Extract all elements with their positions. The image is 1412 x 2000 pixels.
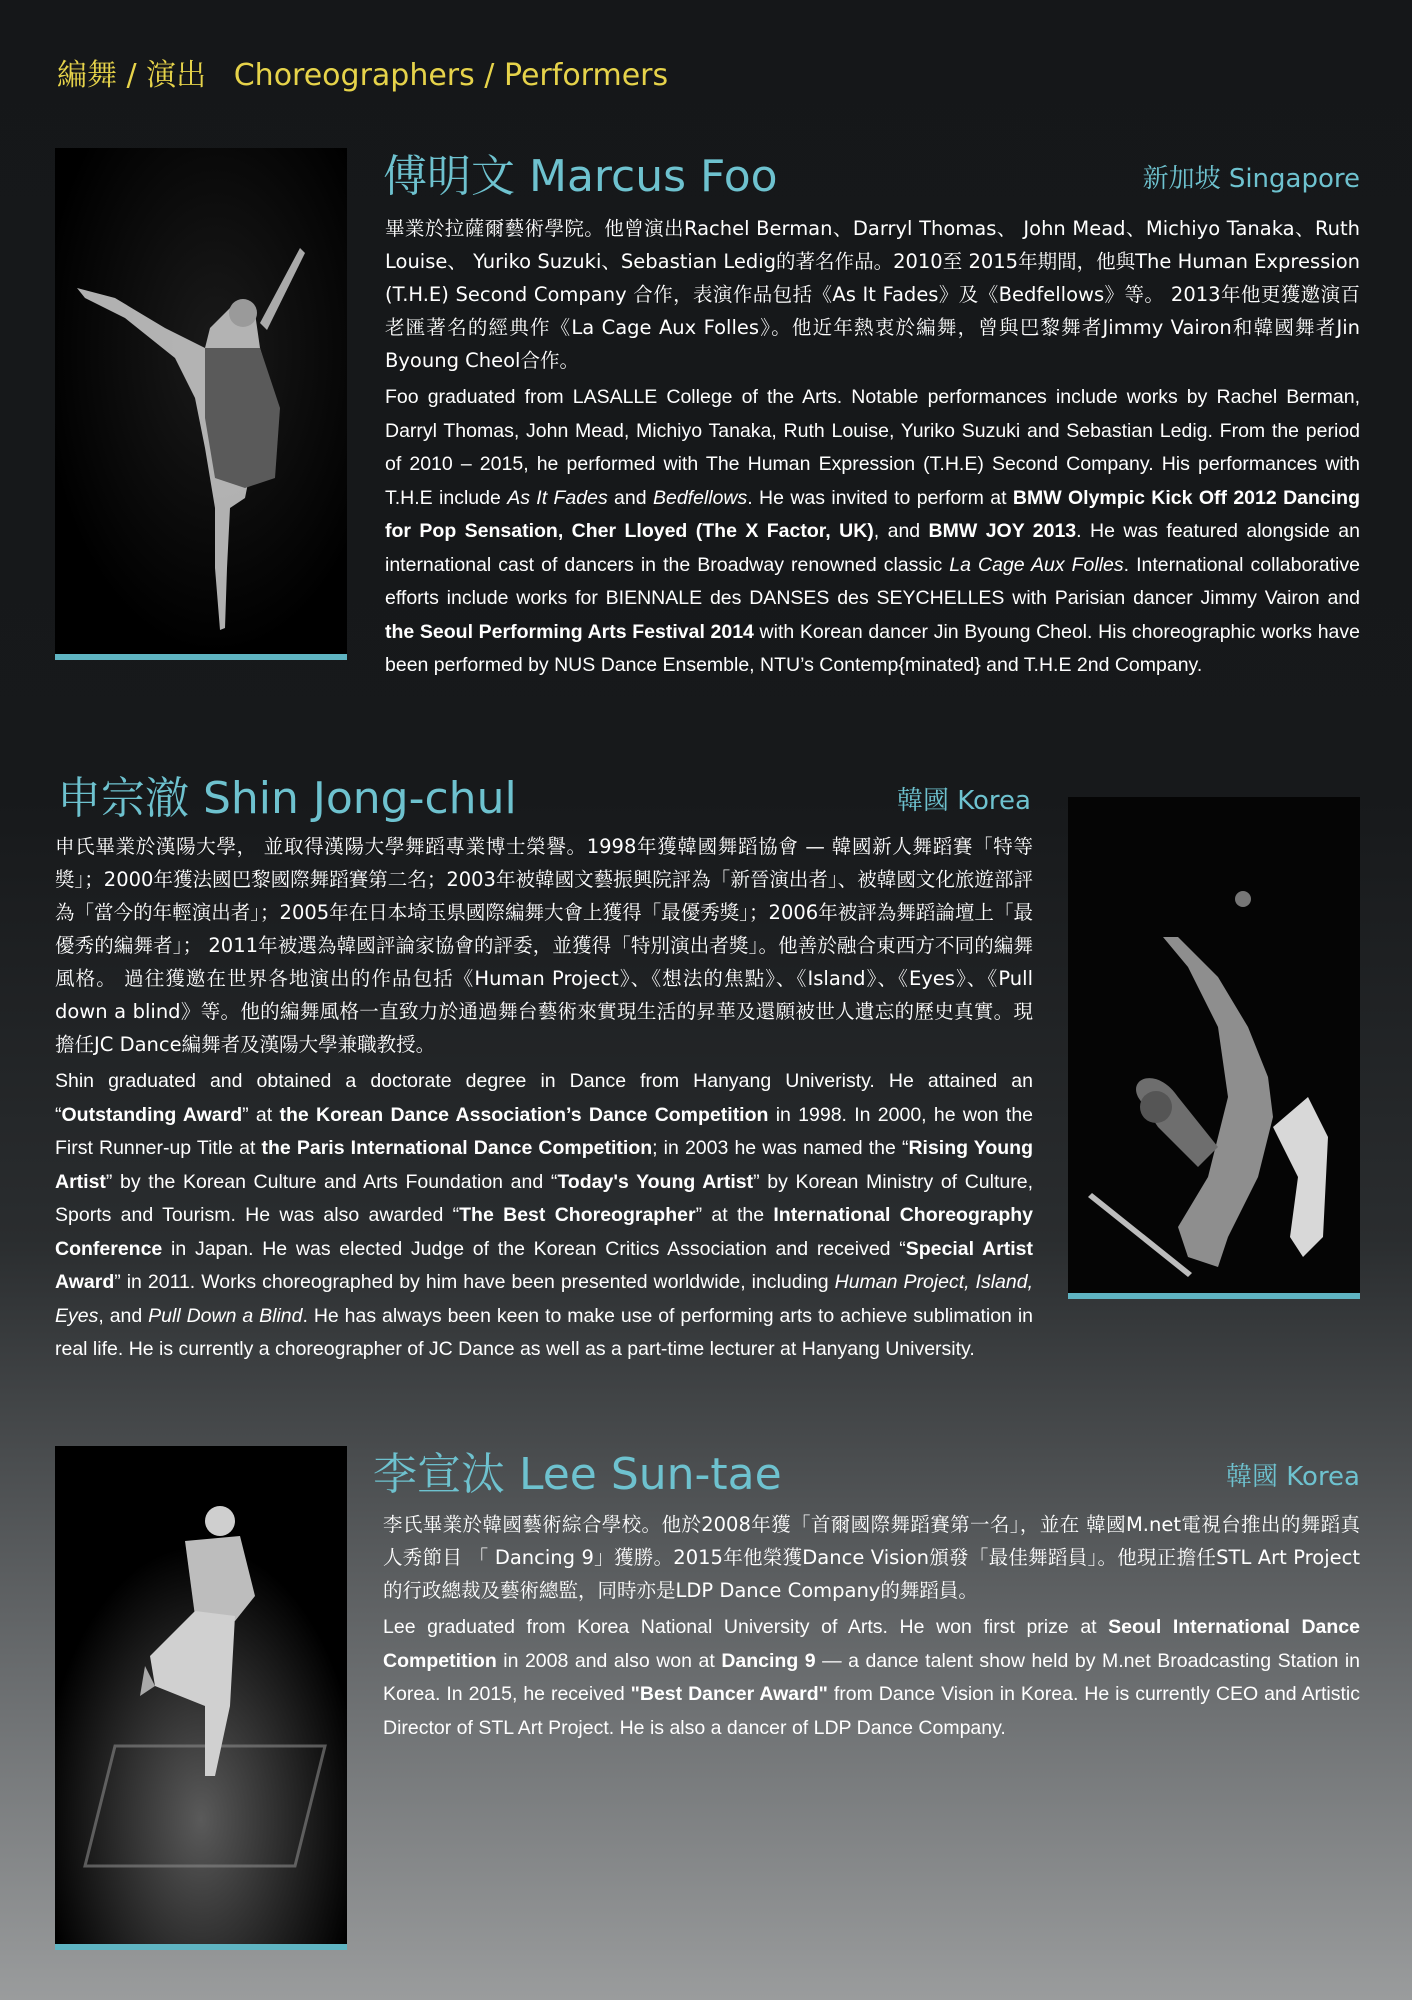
lee-sun-tae-photo-bar xyxy=(55,1944,347,1950)
bio-zh: 畢業於拉薩爾藝術學院。他曾演出Rachel Berman、Darryl Thomas、 John Mead、Michiyo Tanaka、Ruth Louise、 Yuriko Suzuki、Sebastian Ledig的著名作品。2010至 2015年期間，他與The Human Expression (T.H.E) Second Company 合作，表演作品包括《As It Fades》及《Bedfellows》等。 2013年他更獲邀演百老匯著名的經典作《La Cage Aux Folles》。他近年熱衷於編舞，曾與巴黎舞者Jimmy Vairon和韓國舞者Jin Byoung Cheol合作。 xyxy=(385,217,1360,372)
header-zh: 編舞 / 演出 xyxy=(57,58,207,93)
marcus-foo-photo xyxy=(55,148,347,654)
shin-jong-chul-photo xyxy=(1068,797,1360,1293)
performer-name: 申宗澈 Shin Jong-chul xyxy=(57,773,517,824)
marcus-foo-photo-bar xyxy=(55,654,347,660)
performer-name: 李宣汰 Lee Sun-tae xyxy=(373,1449,782,1500)
bio-en: Foo graduated from LASALLE College of the Arts. Notable performances include works by Rachel Berman, Darryl Thomas, John Mead, Michiyo Tanaka, Ruth Louise, Yuriko Suzuki and Sebastian Ledig. From the period of 2010 – 2015, he performed with The Human Expression (T.H.E) Second Company. His performances with T.H.E include As It Fades and Bedfellows. He was invited to perform at BMW Olympic Kick Off 2012 Dancing for Pop Sensation, Cher Lloyed (The X Factor, UK), and BMW JOY 2013. He was featured alongside an international cast of dancers in the Broadway renowned classic La Cage Aux Folles. International collaborative efforts include works for BIENNALE des DANSES des SEYCHELLES with Parisian dancer Jimmy Vairon and the Seoul Performing Arts Festival 2014 with Korean dancer Jin Byoung Cheol. His choreographic works have been performed by NUS Dance Ensemble, NTU’s Contemp{minated} and T.H.E 2nd Company. xyxy=(385,386,1361,676)
lee-sun-tae-bio xyxy=(383,1508,1360,1745)
header-en: Choreographers / Performers xyxy=(233,58,669,93)
lee-sun-tae-photo xyxy=(55,1446,347,1944)
shin-jong-chul-photo-bar xyxy=(1068,1293,1360,1299)
marcus-foo-bio xyxy=(385,212,1360,683)
performer-name: 傅明文 Marcus Foo xyxy=(383,151,778,202)
performer-country: 韓國 Korea xyxy=(1226,1462,1360,1492)
bio-zh: 李氏畢業於韓國藝術綜合學校。他於2008年獲「首爾國際舞蹈賽第一名」，並在 韓國M.net電視台推出的舞蹈真人秀節目 「 Dancing 9」獲勝。2015年他榮獲Dance Vision頒發「最佳舞蹈員」。他現正擔任STL Art Project 的行政總裁及藝術總監，同時亦是LDP Dance Company的舞蹈員。 xyxy=(383,1513,1360,1602)
shin-jong-chul-bio xyxy=(55,830,1033,1367)
performer-country: 新加坡 Singapore xyxy=(1142,164,1360,194)
page-header xyxy=(57,50,668,94)
bio-zh: 申氏畢業於漢陽大學， 並取得漢陽大學舞蹈專業博士榮譽。1998年獲韓國舞蹈協會 — 韓國新人舞蹈賽「特等獎」；2000年獲法國巴黎國際舞蹈賽第二名；2003年被韓國文藝振興院評為「新晉演出者」、被韓國文化旅遊部評為「當今的年輕演出者」；2005年在日本埼玉県國際編舞大會上獲得「最優秀獎」；2006年被評為舞蹈論壇上「最優秀的編舞者」； 2011年被選為韓國評論家協會的評委，並獲得「特別演出者獎」。他善於融合東西方不同的編舞風格。 過往獲邀在世界各地演出的作品包括《Human Project》、《想法的焦點》、《Island》、《Eyes》、《Pull down a blind》等。他的編舞風格一直致力於通過舞台藝術來實現生活的昇華及還願被世人遺忘的歷史真實。現擔任JC Dance編舞者及漢陽大學兼職教授。 xyxy=(55,835,1033,1056)
performer-country: 韓國 Korea xyxy=(897,786,1031,816)
bio-en: Lee graduated from Korea National University of Arts. He won first prize at Seoul International Dance Competition in 2008 and also won at Dancing 9 — a dance talent show held by M.net Broadcasting Station in Korea. In 2015, he received "Best Dancer Award" from Dance Vision in Korea. He is currently CEO and Artistic Director of STL Art Project. He is also a dancer of LDP Dance Company. xyxy=(383,1616,1361,1739)
bio-en: Shin graduated and obtained a doctorate degree in Dance from Hanyang Univeristy. He attained an “Outstanding Award” at the Korean Dance Association’s Dance Competition in 1998. In 2000, he won the First Runner-up Title at the Paris International Dance Competition; in 2003 he was named the “Rising Young Artist” by the Korean Culture and Arts Foundation and “Today's Young Artist” by Korean Ministry of Culture, Sports and Tourism. He was also awarded “The Best Choreographer” at the International Choreography Conference in Japan. He was elected Judge of the Korean Critics Association and received “Special Artist Award” in 2011. Works choreographed by him have been presented worldwide, including Human Project, Island, Eyes, and Pull Down a Blind. He has always been keen to make use of performing arts to achieve sublimation in real life. He is currently a choreographer of JC Dance as well as a part-time lecturer at Hanyang University. xyxy=(55,1070,1034,1360)
